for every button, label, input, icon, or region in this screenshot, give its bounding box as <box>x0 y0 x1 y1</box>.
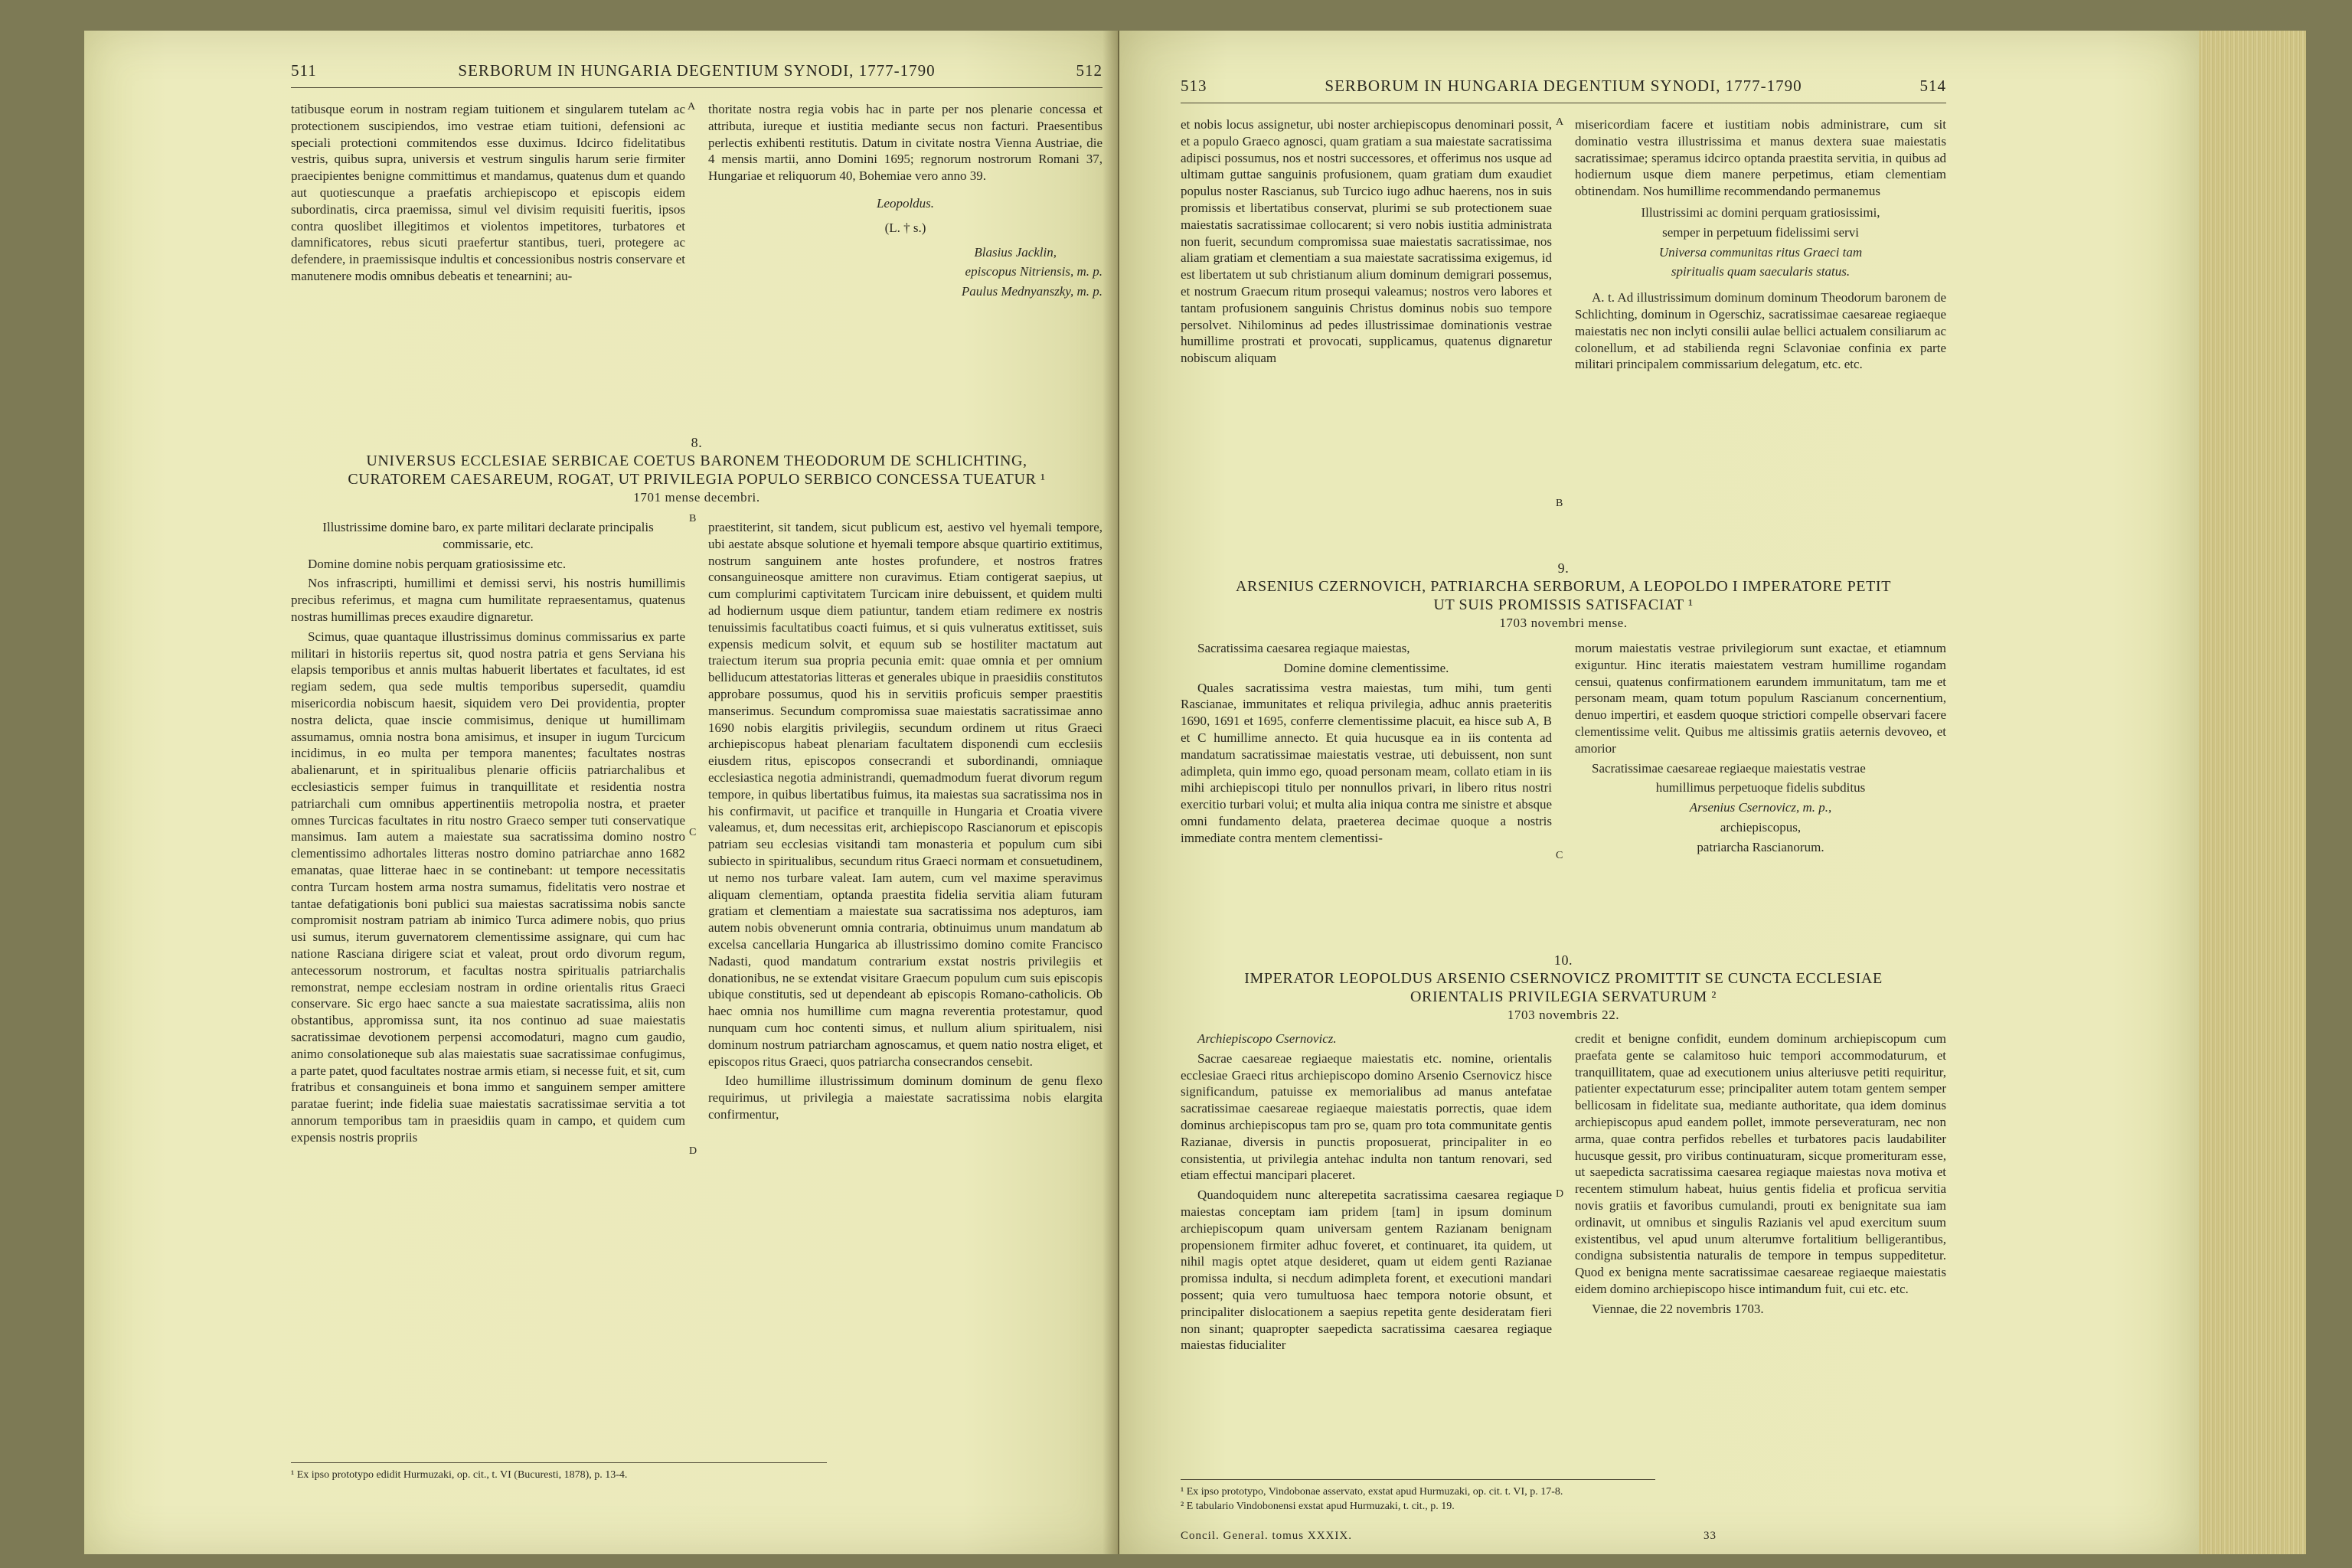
doc8-date: 1701 mense decembri. <box>633 490 760 505</box>
doc9-para2: morum maiestatis vestrae privilegiorum sunt exactae, et etiamnum exiguntur. Hinc iteratis maiestatem vestram humillime rogandam censui, quatenus confirmationem earundem immunitatum, tam me et personam meam, quam totum populum Rascianum concernentium, denuo impertiri, et easdem quoque strictiori compelle observari facere clementissime velit. Quibus me altissimis gratiis aeternis devoveo, et amorior <box>1575 641 1946 756</box>
running-title-right: SERBORUM IN HUNGARIA DEGENTIUM SYNODI, 1777-1790 <box>1325 77 1802 95</box>
doc8-para2: Scimus, quae quantaque illustrissimus dominus commissarius ex parte militari in historiis repertus sit, quod nostra patria et gens Serviana his elapsis temporibus et annis multas habuerit libertates et facultates, id est regiam sedem, qua sede multis temporibus supersedit, quamdiu misericordia nobiscum haesit, siquidem vero Dei providentia, propter nostra delicta, quae inscie commisimus, denique ut humillimam assumamus, omnia nostra bona amisimus, et insuper in iugum Turcicum incidimus, in eo multa per tempora manentes; facultates nostras abalienarunt, et in spiritualibus plenarie officiis patriarchalibus et ecclesiasticis semper fuimus in tranquillitate et residentia nostra patriarchali cum omnibus appertinentiis metropolia nostra, et praeter omnes Turcicas facultates in ritu nostro Graeco semper tuti conservatique mansimus. Iam autem a maiestate sua sacratissima domino nostro clementissimo adhortales litteras nostro domino patriarchae anno 1682 emanatas, quae litterae haec in se continebant: ut tempore necessitatis contra Turcam hostem arma nostra sumamus, fidelitatis vero nostrae et tantae defatigationis boni publici sua maiestas sacratissima nobis sancte compromisit nostram patriam ab inimico Turca adimere nobis, quo prius usi sumus, iterum guvernatorem clementissime assignare, qui cum hac natione Rasciana dirigere sciat et valeat, prout ordo divorum regum, antecessorum nostrorum, et facultas nostra spiritualis patriarchalis remonstrat, nempe ecclesiam nostram in ordine orientalis ritus Graeci conservare. Sic ergo haec sancte a sua maiestate sacratissima, aliis non obstantibus, appromissa sunt, ita nos continuo ad suae maiestatis sacratissimae devotionem perpensi accomodaturi, magno cum gaudio, animo consolationeque sub alas maiestatis suae sacratissimae confugimus, a parte patet, quod facultates nostrae armis etiam, si necesse fuit, et sit, cum fratribus et consanguineis et bona immo et sanguinem semper amittere paratae fuerint; inde fidelia suae maiestatis sacratissimae servitia a tot annorum temporibus tam in praesidiis quam in campo, et quidem cum expensis nostris propriis <box>291 629 686 1145</box>
doc9-address: Sacratissima caesarea regiaque maiestas, <box>1197 641 1410 655</box>
right-page <box>1119 31 2199 1554</box>
doc8-col2 <box>708 519 1102 1461</box>
doc8-heading <box>291 433 1102 507</box>
margin-marker-c: C <box>689 827 697 838</box>
doc9-signature-patriarch: patriarcha Rascianorum. <box>1697 839 1824 854</box>
page-number-514: 514 <box>1919 77 1946 95</box>
signature-blasius: Blasius Jacklin, <box>974 244 1057 260</box>
doc8-address-note: A. t. Ad illustrissimum dominum dominum Theodorum baronem de Schlichting, dominum in Ogerschiz, sacratissimae caesareae regiaeque maiestatis nec non inclyti consilii aulae bellici actualem consiliarum ac colonellum, et ad stabilienda regni Sclavoniae confinia ex parte militari principalem commissarium delegatum, etc. etc. <box>1575 290 1946 372</box>
doc10-para3: credit et benigne confidit, eundem dominum archiepiscopum cum praefata gente se calamitoso huic tempori accommodaturum, et tranquillitatem, quae ad executionem unius alteriusve petiti requiritur, patienter expectaturum esse; principaliter autem totam gentem semper bellicosam in fidelitate sua, mediante authoritate, qua idem dominus archiepiscopus apud eandem pollet, immote perseveraturam, nec non arma, quae contra perfidos rebelles et turbatores pacis laudabiliter hucusque gessit, pro viribus continuaturam, sicque promerituram esse, ut saepedicta sacratissima caesarea regiaque maiestas nova motiva et recentem stimulum habeat, huius gentis fidelia et proficua servitia novis gratiis et favoribus cumulandi, prouti ex benignitate sua iam ordinavit, ut omnibus et singulis Razianis vel apud exercitum suum existentibus, vel apud unum alterumve fortalitium belligerantibus, condigna subsistentia naturalis de tempore in tempus suppeditetur. Quod ex benigna mente sacratissimae caesareae regiaeque maiestatis eidem domino archiepiscopo hisce intimandum fuit, cui etc. etc. <box>1575 1031 1946 1296</box>
doc9-para1: Quales sacratissima vestra maiestas, tum mihi, tum genti Rascianae, immunitates et reliqua privilegia, adhuc annis praeteritis 1690, 1691 et 1695, conferre clementissime placuit, ea hisce sub A, B et C humillime annecto. Et quia hucusque ea in iis contenta ad mandatum sacratissimae maiestatis vestrae, uti debuissent, non sunt adimpleta, quin immo ego, quoad personam meam, collato etiam in iis mihi archiepiscopi titulo per nonnullos privari, in libero ritus nostri exercitio turbari volui; et multa alia iniqua contra me sinistre et absque omni fundamento delata, praeterea decimae quoque a nostris immediate contra mentem clementissi- <box>1181 680 1552 845</box>
doc8-title-line1: UNIVERSUS ECCLESIAE SERBICAE COETUS BARONEM THEODORUM DE SCHLICHTING, <box>366 452 1027 469</box>
page-footer <box>1181 1530 1946 1543</box>
doc8-end-columns <box>1181 116 1946 376</box>
doc9-title-line1: ARSENIUS CZERNOVICH, PATRIARCHA SERBORUM, A LEOPOLDO I IMPERATORE PETIT <box>1235 578 1892 595</box>
running-title-left: SERBORUM IN HUNGARIA DEGENTIUM SYNODI, 1777-1790 <box>458 61 936 80</box>
footer-signature-number: 33 <box>1704 1530 1717 1542</box>
page-number-511: 511 <box>291 61 317 80</box>
left-page <box>84 31 1118 1554</box>
doc8-col1 <box>291 519 685 1461</box>
doc8-end-col1 <box>1181 116 1552 376</box>
doc7-text-col2: thoritate nostra regia vobis hac in parte per nos plenarie concessa et attributa, iureque et iustitia mediante secus non facturi. Praesentibus perlectis exhibenti restitutis. Datum in civitate nostra Vienna Austriae, die 4 mensis martii, anno Domini 1695; regnorum nostrorum Romani 37, Hungariae et reliquorum 40, Bohemiae vero anno 39. <box>708 102 1102 184</box>
doc10-para1: Sacrae caesareae regiaeque maiestatis etc. nomine, orientalis ecclesiae Graeci ritus archiepiscopo domino Arsenio Csernovicz hisce significandum, patuisse ex memorialibus ad manus antefatae sacratissimae caesareae regiaeque maiestatis porrectis, quae idem dominus archiepiscopus tam pro se, quam pro tota communitate gentis Razianae, diversis in punctis proposuerat, principaliter in eo consistentia, ut privilegia antehac indulta non tantum renovari, sed etiam effectui mancipari placeret. <box>1181 1050 1552 1183</box>
margin-marker-b: B <box>689 513 697 524</box>
doc9-col2 <box>1575 640 1946 859</box>
doc8-closing-salutation: Illustrissimi ac domini perquam gratiosissimi, <box>1641 204 1880 220</box>
doc8-signature-line1: Universa communitas ritus Graeci tam <box>1658 244 1863 260</box>
doc9-closing: Sacratissimae caesareae regiaeque maiestatis vestrae <box>1592 760 1866 776</box>
doc8-end-text-col1: et nobis locus assignetur, ubi noster archiepiscopus denominari possit, et a populo Graeco agnosci, quam gratiam a sua maiestate sacratissima adipisci possumus, nos et nostri successores, et offerimus nos usque ad ultimam guttae sanguinis profusionem, quam gratiam dum exaudiet populus noster Rascianus, sub Turcico iugo adhuc haerens, nos in suis promissis et libertatibus conservat, plurimi se sub protectionem suae maiestatis sacratissimae collocarent; si vero nobis iustitia administrata non fuerit, secundum compromissa suae maiestatis sacratissimae, nos aliam gratiam et clementiam a sua maiestate sacratissima exigemus, id est libertatem ut sub christianum alium dominum demigrari possemus, et nostrum Graecum ritum prosequi valeamus; nostros vero labores et tantam profusionem sanguinis Christus dominus nobis suo tempore persolvet. Nihilominus ad pedes illustrissimae dominationis vestrae humillime prostrati et provocati, supplicamus, quatenus dignaretur nobiscum aliquam <box>1181 117 1552 366</box>
doc10-col1 <box>1181 1031 1552 1357</box>
right-margin-marker-a: A <box>1556 116 1564 128</box>
doc8-para3: praestiterint, sit tandem, sicut publicum est, aestivo vel hyemali tempore, ubi aestate absque solutione et hyemali tempore absque quartirio extitimus, nostrum sanguinem ante hostes profundere, et nostros fratres consanguineosque amittere non curavimus. Etiam contigerat saepius, ut cum complurimi captivitatem Turcicam inire debuissent, et quidem multi ad hodiernum usque diem patiuntur, tandem etiam redimere ex nostris tenuissimis facultatibus coacti fuimus, et si quis vulneratus extitisset, suis expensis medicum solvit, et equum sub se hostiliter mactatum aut traiectum iterum sua propria pecunia emit: quae omnia et per omnium belliducum attestatorias litteras et generales ubique in praesidiis constitutos approbare possumus, quod his in servitiis proficuis semper praestitis manserimus. Secundum compromissa suae maiestatis sacratissimae anno 1690 nobis elargitis privilegiis, secundum ordinem ut ritus Graeci archiepiscopus habeat plenariam facultatem disponendi cum ecclesiis eiusdem ritus, episcopos consecrandi et subordinandi, omniaque ecclesiastica negotia administrandi, quemadmodum fuerat divorum regum tempore, in quibus libertatibus fuimus, ita maiestas sua sacratissima nos in his confirmavit, ut pacifice et tranquille in Hungaria et Croatia vivere valeamus, et, dum necessitas erit, archiepiscopo Rascianorum et episcopis patriam seu ecclesias visitandi tam monasteria et populum cum sibi subiecto in spiritualibus, secundum ritus Graeci normam et consuetudinem, ut nemo nos turbare valeat. Iam autem, cum vel maxime speravimus aliquam clementiam, optanda praestita fidelia servitia aliam futuram gratiam et clementiam a maiestate sua sacratissima nos adepturos, iam autem nobis obvenerunt omnia contraria, obtinuimus unum mandatum ab excelsa cancellaria Hungarica ab illustrissimo domino comite Francisco Nadasti, quod mandatum contrarium exstat nostris privilegiis et donationibus, ne se extendat visitare Graecum populum cum suis episcopis ubique constitutis, sed ut dependeant ab episcopis Romano-catholicis. Ob haec omnia nos humillime cum magna reverentia protestamur, quod nunquam cum hoc contenti simus, et nullum alium spiritualem, nisi dominum nostrum patriarcham agnoscamus, et quem natio nostra eliget, et episcopos ritus Graeci, quos patriarcha consecrandos censebit. <box>708 520 1102 1069</box>
right-margin-marker-c: C <box>1556 850 1563 861</box>
doc10-date: 1703 novembris 22. <box>1507 1008 1620 1022</box>
page-number-513: 513 <box>1181 77 1207 95</box>
signature-blasius-title: episcopus Nitriensis, m. p. <box>965 264 1102 279</box>
margin-marker-d: D <box>689 1145 697 1157</box>
doc7-col2 <box>708 101 1102 303</box>
footnote-1: ¹ Ex ipso prototypo edidit Hurmuzaki, op. cit., t. VI (Bucuresti, 1878), p. 13-4. <box>291 1469 628 1481</box>
doc8-end-col2 <box>1575 116 1946 376</box>
doc8-number: 8. <box>691 435 703 450</box>
doc9-signature-arsenius: Arsenius Csernovicz, m. p., <box>1689 800 1832 815</box>
footnotes-right <box>1181 1479 1655 1514</box>
doc7-col1 <box>291 101 685 303</box>
doc8-columns <box>291 519 1102 1461</box>
head-rule <box>291 87 1102 88</box>
signature-paulus: Paulus Mednyanszky, m. p. <box>961 284 1102 299</box>
doc8-para1: Nos infrascripti, humillimi et demissi servi, his nostris humillimis precibus referimus, et magna cum humilitate repraesentamus, quatenus nostras humillimas preces exaudire dignaretur. <box>291 576 685 624</box>
doc10-title-line2: ORIENTALIS PRIVILEGIA SERVATURUM ² <box>1410 988 1717 1005</box>
doc10-col2 <box>1575 1031 1946 1357</box>
doc9-salutation: Domine domine clementissime. <box>1283 660 1449 675</box>
doc9-columns <box>1181 640 1946 859</box>
doc10-para2: Quandoquidem nunc alterepetita sacratissima caesarea regiaque maiestas conceptam iam pridem [tam] in ipsum dominum archiepiscopum quam universam gentem Razianam benignam propensionem firmiter adhuc foveret, et continuaret, ita quidem, ut nihil magis optet atque desideret, quam ut eidem genti Razianae promissa indulta, si necdum adimpleta forent, et executioni mandari possent; quia vero tumultuosa haec tempora notorie obsunt, et principaliter dislocationem a saepius repetita gente desideratam fieri non sinant; quapropter saepedicta sacratissima caesarea regiaque maiestas fiducialiter <box>1181 1187 1552 1353</box>
doc9-title-line2: UT SUIS PROMISSIS SATISFACIAT ¹ <box>1433 596 1694 613</box>
running-head-left <box>291 61 1102 92</box>
doc8-signature-line2: spiritualis quam saecularis status. <box>1671 264 1851 279</box>
running-head-right <box>1181 77 1946 107</box>
doc10-dateline: Viennae, die 22 novembris 1703. <box>1592 1301 1764 1316</box>
margin-marker-a: A <box>688 101 696 113</box>
right-margin-marker-b: B <box>1556 498 1563 509</box>
footer-volume: Concil. General. tomus XXXIX. <box>1181 1530 1352 1542</box>
book-page-edges <box>2199 31 2306 1554</box>
doc9-col1 <box>1181 640 1552 859</box>
doc9-signature-archbishop: archiepiscopus, <box>1720 819 1802 835</box>
doc8-title-line2: CURATOREM CAESAREUM, ROGAT, UT PRIVILEGIA POPULO SERBICO CONCESSA TUEATUR ¹ <box>348 471 1046 488</box>
doc7-end-columns <box>291 101 1102 303</box>
doc10-title-line1: IMPERATOR LEOPOLDUS ARSENIO CSERNOVICZ PROMITTIT SE CUNCTA ECCLESIAE <box>1244 970 1883 987</box>
doc9-date: 1703 novembri mense. <box>1499 616 1628 630</box>
footnote-right-2: ² E tabulario Vindobonensi exstat apud Hurmuzaki, t. cit., p. 19. <box>1181 1501 1455 1512</box>
doc9-closing-subject: humillimus perpetuoque fidelis subditus <box>1655 780 1866 795</box>
doc8-salutation: Domine domine nobis perquam gratiosissime etc. <box>308 556 567 571</box>
doc10-number: 10. <box>1553 952 1573 968</box>
doc8-address: Illustrissime domine baro, ex parte militari declarate principalis commissarie, etc. <box>322 520 654 551</box>
page-number-512: 512 <box>1076 61 1102 80</box>
doc9-number: 9. <box>1557 560 1570 576</box>
doc9-heading <box>1181 559 1946 632</box>
doc10-heading <box>1181 951 1946 1024</box>
signature-leopoldus: Leopoldus. <box>876 195 935 211</box>
doc8-para4: Ideo humillime illustrissimum dominum dominum de genu flexo requirimus, ut privilegia a maiestate sacratissima nobis elargita confirmentur, <box>708 1073 1102 1122</box>
doc8-closing-servants: semper in perpetuum fidelissimi servi <box>1662 224 1859 240</box>
seal-mark: (L. † s.) <box>884 220 926 235</box>
right-margin-marker-d: D <box>1556 1188 1564 1200</box>
footnote-right-1: ¹ Ex ipso prototypo, Vindobonae asservato, exstat apud Hurmuzaki, op. cit. t. VI, p. 17-8. <box>1181 1486 1563 1498</box>
footnotes-left <box>291 1462 827 1482</box>
doc10-address: Archiepiscopo Csernovicz. <box>1197 1031 1337 1046</box>
doc7-text-col1: tatibusque eorum in nostram regiam tuitionem et singularem tutelam ac protectionem suscipiendos, imo vestrae etiam tuitioni, defensioni ac speciali protectioni commitendos esse duximus. Idcirco fidelitatibus vestris, quibus supra, universis et vestrum singulis harum serie firmiter praecipientes benigne committimus et mandamus, quatenus dum et quando aut quotiescunque a praefatis archiepiscopo et episcopis eidem subordinatis, circa praemissa, simul vel divisim requisiti fueritis, ipsos contra quoslibet illegitimos et violentos impetitores, turbatores et damnificatores, rebus sicuti praefertur stantibus, tueri, protegere ac defendere, in praemissisque indultis et concessionibus nostris conservare et manutenere modis omnibus debeatis et tenearnini; au- <box>291 102 685 283</box>
doc8-end-text-col2: misericordiam facere et iustitiam nobis administrare, cum sit dominatio vestra illustrissima et manus dextera suae maiestatis sacratissimae; speramus idcirco optanda praestita servitia, in quibus ad hodiernum usque diem manere perpetimus, etiam clementiam obtinendam. Nos humillime recommendando permanemus <box>1575 117 1946 199</box>
